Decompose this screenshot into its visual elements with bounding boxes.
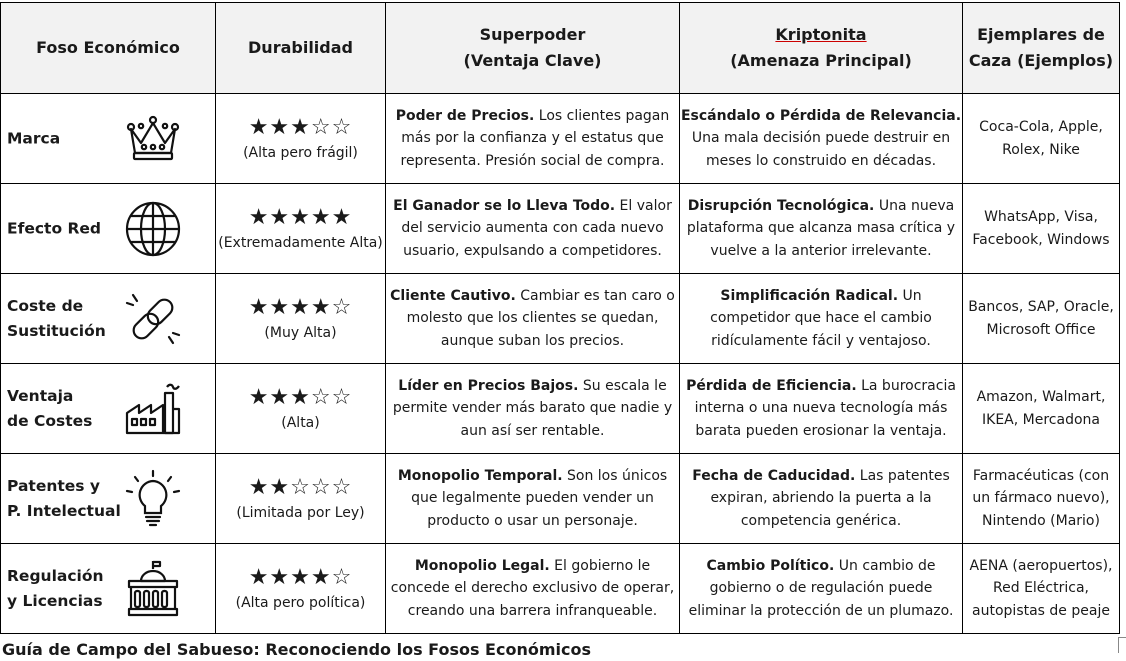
page-corner-mark — [1118, 637, 1126, 653]
superpower-cell — [386, 544, 680, 634]
examples-cell: Farmacéuticas (con un fármaco nuevo), Nintendo (Mario) — [963, 454, 1120, 544]
superpower-cell — [386, 274, 680, 364]
superpower-title: Poder de Precios. — [395, 107, 535, 124]
star-rating: ★★☆☆☆ — [248, 474, 353, 500]
lightbulb-icon — [123, 469, 183, 529]
superpower-text: Son los únicos que legalmente pueden vender un producto o usar un personaje. — [411, 467, 668, 529]
superpower-text: Los clientes pagan más por la confianza y el estatus que representa. Presión social de compra. — [400, 107, 670, 169]
moat-name: Coste de Sustitución — [7, 296, 106, 340]
government-building-icon — [123, 559, 183, 619]
star-rating: ★★★★☆ — [248, 564, 353, 590]
superpower-title: Monopolio Temporal. — [397, 467, 563, 484]
superpower-text: El valor del servicio aumenta con cada nuevo usuario, expulsando a competidores. — [401, 197, 672, 259]
moat-cell — [1, 364, 216, 454]
durability-cell — [216, 544, 386, 634]
table-row — [1, 274, 1120, 364]
kryptonite-title: Fecha de Caducidad. — [692, 467, 856, 484]
globe-icon — [123, 199, 183, 259]
superpower-title: Monopolio Legal. — [414, 557, 550, 574]
durability-note: (Limitada por Ley) — [236, 504, 365, 521]
examples-cell: Bancos, SAP, Oracle, Microsoft Office — [963, 274, 1120, 364]
kryptonite-text: Un cambio de gobierno o de regulación puede eliminar la protección de un plumazo. — [688, 557, 954, 619]
star-rating: ★★★★☆ — [248, 294, 353, 320]
superpower-cell — [386, 454, 680, 544]
examples-cell: AENA (aeropuertos), Red Eléctrica, autopistas de peaje — [963, 544, 1120, 634]
kryptonite-title: Simplificación Radical. — [720, 287, 899, 304]
durability-cell — [216, 184, 386, 274]
durability-note: (Alta) — [281, 414, 320, 431]
header-kryptonite-sub: (Amenaza Principal) — [730, 51, 912, 70]
header-moat: Foso Económico — [1, 3, 216, 94]
moat-name: Efecto Red — [7, 219, 102, 237]
moat-cell — [1, 274, 216, 364]
moat-name: Marca — [7, 129, 61, 147]
kryptonite-text: La burocracia interna o una nueva tecnología más barata pueden erosionar la ventaja. — [694, 377, 956, 439]
durability-cell — [216, 274, 386, 364]
economic-moats-table — [0, 2, 1120, 634]
superpower-cell — [386, 184, 680, 274]
kryptonite-text: Un competidor que hace el cambio ridículamente fácil y ventajoso. — [710, 287, 932, 349]
header-durability: Durabilidad — [216, 3, 386, 94]
chain-link-icon — [123, 289, 183, 349]
kryptonite-text: Una mala decisión puede destruir en meses lo construido en décadas. — [691, 130, 951, 169]
kryptonite-text: Una nueva plataforma que alcanza masa crítica y vuelve a la anterior irrelevante. — [686, 197, 956, 259]
header-superpower: Superpoder (Ventaja Clave) — [386, 3, 680, 94]
moat-name: Patentes y P. Intelectual — [7, 476, 121, 520]
durability-cell — [216, 94, 386, 184]
examples-cell: Coca-Cola, Apple, Rolex, Nike — [963, 94, 1120, 184]
kryptonite-cell — [680, 454, 963, 544]
moat-cell — [1, 454, 216, 544]
superpower-text: Cambiar es tan caro o molesto que los clientes se quedan, aunque suban los precios. — [406, 287, 675, 349]
header-row — [1, 3, 1120, 94]
kryptonite-title: Disrupción Tecnológica. — [687, 197, 875, 214]
examples-cell: Amazon, Walmart, IKEA, Mercadona — [963, 364, 1120, 454]
examples-cell: WhatsApp, Visa, Facebook, Windows — [963, 184, 1120, 274]
superpower-title: El Ganador se lo Lleva Todo. — [393, 197, 616, 214]
factory-icon — [123, 379, 183, 439]
superpower-text: El gobierno le concede el derecho exclusivo de operar, creando una barrera infranqueable. — [390, 557, 675, 619]
header-kryptonite-word: Kriptonita — [775, 25, 867, 44]
moat-cell — [1, 94, 216, 184]
table-row — [1, 454, 1120, 544]
kryptonite-title: Pérdida de Eficiencia. — [686, 377, 857, 394]
kryptonite-title: Cambio Político. — [706, 557, 835, 574]
moat-name: Regulación y Licencias — [7, 566, 104, 610]
header-examples: Ejemplares de Caza (Ejemplos) — [963, 3, 1120, 94]
table-row — [1, 364, 1120, 454]
durability-cell — [216, 454, 386, 544]
superpower-cell — [386, 94, 680, 184]
durability-note: (Muy Alta) — [264, 324, 337, 341]
moat-name: Ventaja de Costes — [7, 386, 93, 430]
durability-cell — [216, 364, 386, 454]
kryptonite-cell — [680, 364, 963, 454]
kryptonite-text: Las patentes expiran, abriendo la puerta a la competencia genérica. — [710, 467, 950, 529]
kryptonite-cell — [680, 94, 963, 184]
table-row — [1, 94, 1120, 184]
superpower-title: Líder en Precios Bajos. — [398, 377, 579, 394]
kryptonite-cell — [680, 544, 963, 634]
kryptonite-cell — [680, 274, 963, 364]
star-rating: ★★★☆☆ — [248, 384, 353, 410]
star-rating: ★★★★★ — [248, 204, 353, 230]
durability-note: (Alta pero política) — [235, 594, 366, 611]
table-row — [1, 184, 1120, 274]
kryptonite-title: Escándalo o Pérdida de Relevancia. — [680, 107, 962, 124]
table-row — [1, 544, 1120, 634]
moat-cell — [1, 544, 216, 634]
star-rating: ★★★☆☆ — [248, 114, 353, 140]
moat-cell — [1, 184, 216, 274]
superpower-text: Su escala le permite vender más barato que nadie y aun así ser rentable. — [392, 377, 673, 439]
kryptonite-cell — [680, 184, 963, 274]
crown-icon — [123, 109, 183, 169]
table-caption: Guía de Campo del Sabueso: Reconociendo los Fosos Económicos — [2, 640, 591, 659]
durability-note: (Alta pero frágil) — [243, 144, 358, 161]
superpower-title: Cliente Cautivo. — [390, 287, 516, 304]
durability-note: (Extremadamente Alta) — [218, 234, 383, 251]
header-kryptonite — [680, 3, 963, 94]
superpower-cell — [386, 364, 680, 454]
